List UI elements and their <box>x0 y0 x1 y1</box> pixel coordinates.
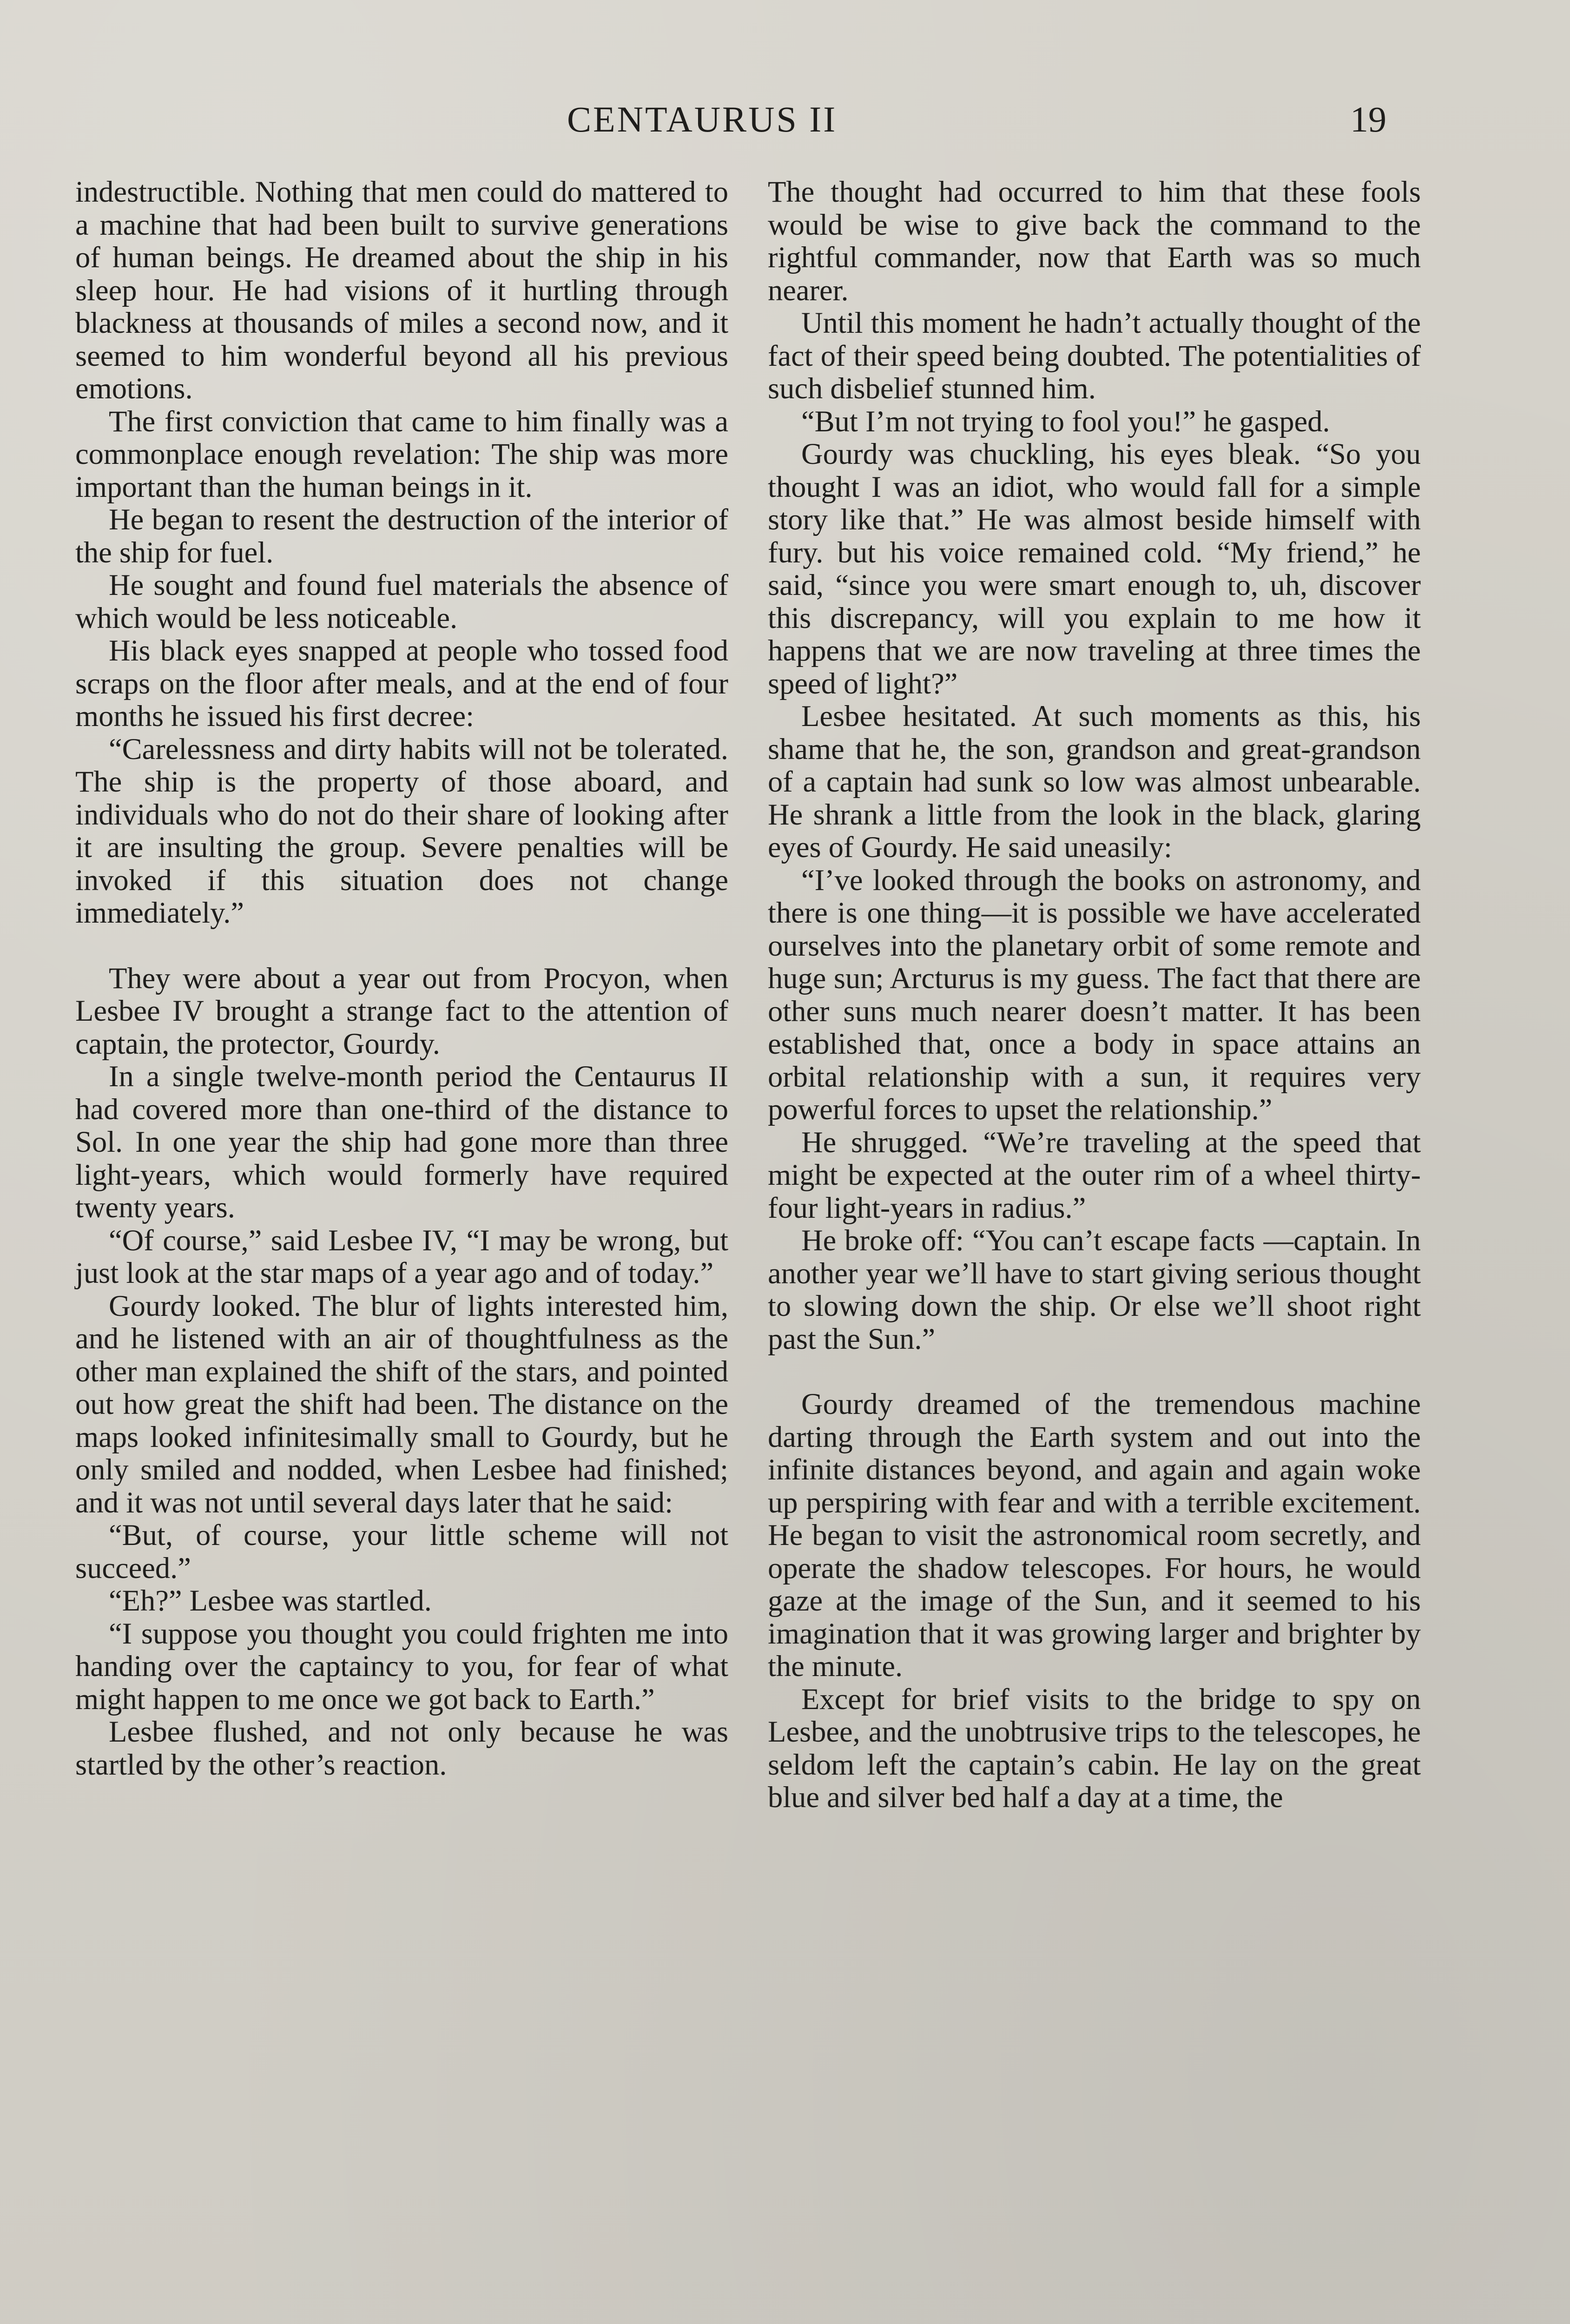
paragraph: Lesbee hesitated. At such moments as this, his shame that he, the son, grandson and great-grandson of a captain had sunk so low was almost unbearable. He shrank a little from the look in the black, glaring eyes of Gourdy. He said uneasily: <box>768 700 1421 864</box>
paragraph: indestructible. Nothing that men could do mattered to a machine that had been built to survive generations of human beings. He dreamed about the ship in his sleep hour. He had visions of it hurtling through blackness at thousands of miles a second now, and it seemed to him wonderful beyond all his previous emotions. <box>75 175 728 405</box>
paragraph: Until this moment he hadn’t actually thought of the fact of their speed being doubted. The potentialities of such disbelief stunned him. <box>768 306 1421 405</box>
paragraph: The thought had occurred to him that these fools would be wise to give back the command to the rightful commander, now that Earth was so much nearer. <box>768 175 1421 307</box>
paragraph: He shrugged. “We’re traveling at the speed that might be expected at the outer rim of a wheel thirty-four light-years in radius.” <box>768 1125 1421 1224</box>
paragraph: Lesbee flushed, and not only because he was startled by the other’s reaction. <box>75 1715 728 1781</box>
paragraph: Gourdy was chuckling, his eyes bleak. “So you thought I was an idiot, who would fall for a simple story like that.” He was almost beside himself with fury. but his voice remained cold. “My friend,” he said, “since you were smart enough to, uh, discover this discrepancy, will you explain to me how it happens that we are now traveling at three times the speed of light?” <box>768 437 1421 700</box>
paragraph: “Carelessness and dirty habits will not be tolerated. The ship is the property of those aboard, and individuals who do not do their share of looking after it are insulting the group. Severe penalties will be invoked if this situation does not change immediately.” <box>75 732 728 929</box>
paragraph: “I’ve looked through the books on astronomy, and there is one thing—it is possible we have accelerated ourselves into the planetary orbit of some remote and huge sun; Arcturus is my guess. The fact that there are other suns much nearer doesn’t matter. It has been established that, once a body in space attains an orbital relationship with a sun, it requires very powerful forces to upset the relationship.” <box>768 863 1421 1126</box>
paragraph: He sought and found fuel materials the absence of which would be less noticeable. <box>75 568 728 634</box>
right-column <box>768 176 1421 1814</box>
paragraph: “Eh?” Lesbee was startled. <box>109 1584 432 1617</box>
paragraph: “I suppose you thought you could frighten me into handing over the captaincy to you, for fear of what might happen to me once we got back to Earth.” <box>75 1617 728 1716</box>
paragraph: “But I’m not trying to fool you!” he gasped. <box>801 404 1330 438</box>
paragraph: Gourdy looked. The blur of lights interested him, and he listened with an air of thoughtfulness as the other man explained the shift of the stars, and pointed out how great the shift had been. The distance on the maps looked infinitesimally small to Gourdy, but he only smiled and nodded, when Lesbee had finished; and it was not until several days later that he said: <box>75 1289 728 1519</box>
paragraph: He began to resent the destruction of the interior of the ship for fuel. <box>75 503 728 569</box>
paragraph: “But, of course, your little scheme will not succeed.” <box>75 1519 728 1585</box>
page-number: 19 <box>1350 99 1386 139</box>
paragraph: In a single twelve-month period the Centaurus II had covered more than one-third of the distance to Sol. In one year the ship had gone more than three light-years, which would formerly have required twenty years. <box>75 1060 728 1224</box>
running-title: CENTAURUS II <box>567 99 838 139</box>
paragraph: His black eyes snapped at people who tossed food scraps on the floor after meals, and at the end of four months he issued his first decree: <box>75 634 728 733</box>
paragraph: He broke off: “You can’t escape facts —captain. In another year we’ll have to start giving serious thought to slowing down the ship. Or else we’ll shoot right past the Sun.” <box>768 1224 1421 1355</box>
paragraph: “Of course,” said Lesbee IV, “I may be wrong, but just look at the star maps of a year ago and of today.” <box>75 1223 728 1289</box>
paragraph: The first conviction that came to him finally was a commonplace enough revelation: The ship was more important than the human beings in it. <box>75 404 728 503</box>
left-column <box>75 176 728 1781</box>
paragraph: Gourdy dreamed of the tremendous machine darting through the Earth system and out into the infinite distances beyond, and again and again woke up perspiring with fear and with a terrible excitement. He began to visit the astronomical room secretly, and operate the shadow telescopes. For hours, he would gaze at the image of the Sun, and it seemed to his imagination that it was growing larger and brighter by the minute. <box>768 1387 1421 1683</box>
paragraph: Except for brief visits to the bridge to spy on Lesbee, and the unobtrusive trips to the telescopes, he seldom left the captain’s cabin. He lay on the great blue and silver bed half a day at a time, the <box>768 1682 1421 1814</box>
paragraph: They were about a year out from Procyon, when Lesbee IV brought a strange fact to the attention of captain, the protector, Gourdy. <box>75 961 728 1060</box>
